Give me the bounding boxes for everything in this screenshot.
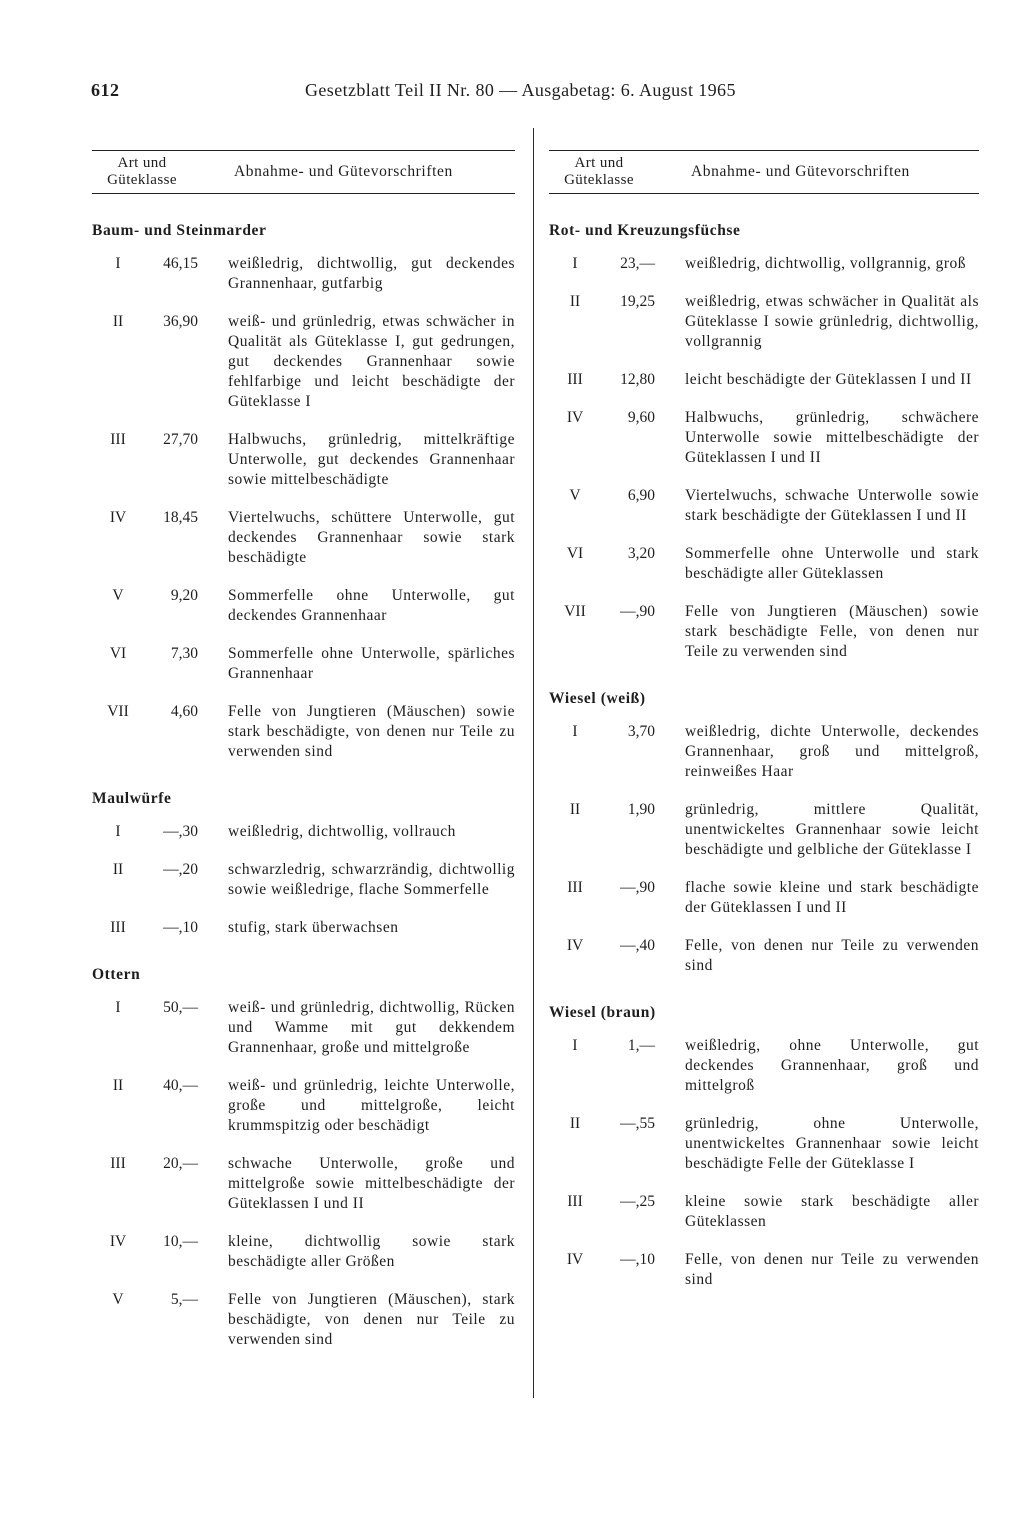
left-sections	[92, 222, 515, 1350]
quality-rules-text: Felle von Jungtieren (Mäuschen), stark beschädigte, von denen nur Teile zu verwenden sind	[228, 1291, 515, 1348]
header-class-label: Art und Güteklasse	[107, 155, 177, 188]
quality-rules-text: Sommerfelle ohne Unterwolle, spärliches Grannenhaar	[228, 645, 515, 682]
column-divider	[533, 128, 534, 1398]
table-header	[92, 150, 515, 194]
running-title: Gesetzblatt Teil II Nr. 80 — Ausgabetag: 6. August 1965	[305, 80, 736, 100]
header-rules-label: Abnahme- und Gütevorschriften	[691, 163, 910, 180]
grade-row	[549, 544, 979, 584]
species-title: Ottern	[92, 966, 141, 983]
grade-row	[92, 1076, 515, 1136]
grade-label: V	[112, 587, 124, 604]
price-value: 6,90	[627, 487, 655, 504]
quality-rules-text: Halbwuchs, grünledrig, schwächere Unterwolle sowie mittelbeschädigte der Güteklassen I und II	[685, 409, 979, 466]
left-column	[92, 120, 515, 1368]
grade-row	[549, 1114, 979, 1174]
quality-rules-text: Sommerfelle ohne Unterwolle, gut deckendes Grannenhaar	[228, 587, 515, 624]
grade-label: IV	[566, 1251, 584, 1268]
grade-label: II	[569, 1115, 581, 1132]
quality-rules-text: schwache Unterwolle, große und mittelgroße sowie mittelbeschädigte der Güteklassen I und II	[228, 1155, 515, 1212]
grade-row	[92, 860, 515, 900]
grade-row	[92, 1154, 515, 1214]
price-value: 46,15	[163, 255, 198, 272]
grade-row	[549, 1250, 979, 1290]
grade-label: I	[572, 255, 578, 272]
grade-label: IV	[109, 1233, 127, 1250]
price-value: 40,—	[163, 1077, 198, 1094]
grade-row	[92, 998, 515, 1058]
quality-rules-text: kleine sowie stark beschädigte aller Güteklassen	[685, 1193, 979, 1230]
quality-rules-text: weiß- und grünledrig, leichte Unterwolle, große und mittelgroße, leicht krummspitzig oder beschädigt	[228, 1077, 515, 1134]
price-value: 50,—	[163, 999, 198, 1016]
grade-label: III	[567, 371, 583, 388]
grade-row	[92, 430, 515, 490]
species-section	[92, 222, 515, 762]
grade-label: II	[112, 313, 124, 330]
price-value: 36,90	[163, 313, 198, 330]
grade-label: II	[112, 861, 124, 878]
grade-label: IV	[109, 509, 127, 526]
price-value: —,40	[620, 937, 655, 954]
species-section	[92, 790, 515, 938]
table-header	[549, 150, 979, 194]
price-value: 1,90	[627, 801, 655, 818]
quality-rules-text: Sommerfelle ohne Unterwolle und stark beschädigte aller Güteklassen	[685, 545, 979, 582]
price-value: 12,80	[620, 371, 655, 388]
price-value: —,10	[163, 919, 198, 936]
price-value: 1,—	[627, 1037, 655, 1054]
quality-rules-text: kleine, dichtwollig sowie stark beschädigte aller Größen	[228, 1233, 515, 1270]
quality-rules-text: Viertelwuchs, schüttere Unterwolle, gut deckendes Grannenhaar sowie stark beschädigte	[228, 509, 515, 566]
price-value: —,55	[620, 1115, 655, 1132]
quality-rules-text: flache sowie kleine und stark beschädigte der Güteklassen I und II	[685, 879, 979, 916]
grade-row	[92, 702, 515, 762]
grade-label: I	[115, 823, 121, 840]
right-sections	[549, 222, 979, 1290]
grade-row	[549, 292, 979, 352]
grade-row	[549, 486, 979, 526]
quality-rules-text: weißledrig, ohne Unterwolle, gut deckendes Grannenhaar, groß und mittelgroß	[685, 1037, 979, 1094]
grade-row	[92, 918, 515, 938]
price-value: 4,60	[170, 703, 198, 720]
species-title: Wiesel (weiß)	[549, 690, 646, 707]
grade-label: III	[567, 1193, 583, 1210]
quality-rules-text: weißledrig, dichte Unterwolle, deckendes Grannenhaar, groß und mittelgroß, reinweißes Haar	[685, 723, 979, 780]
quality-rules-text: grünledrig, ohne Unterwolle, unentwickeltes Grannenhaar sowie leicht beschädigte Felle der Güteklasse I	[685, 1115, 979, 1172]
grade-row	[92, 644, 515, 684]
grade-label: III	[110, 431, 126, 448]
grade-label: VII	[107, 703, 129, 720]
price-value: 9,60	[627, 409, 655, 426]
grade-row	[549, 800, 979, 860]
price-value: 18,45	[163, 509, 198, 526]
quality-rules-text: Felle, von denen nur Teile zu verwenden sind	[685, 1251, 979, 1288]
price-value: —,90	[620, 879, 655, 896]
quality-rules-text: Felle, von denen nur Teile zu verwenden sind	[685, 937, 979, 974]
quality-rules-text: weiß- und grünledrig, etwas schwächer in Qualität als Güteklasse I, gut gedrungen, gut deckendes Grannenhaar sowie fehlfarbige und leicht beschädigte der Güteklasse I	[228, 313, 515, 410]
quality-rules-text: Felle von Jungtieren (Mäuschen) sowie stark beschädigte Felle, von denen nur Teile zu verwenden sind	[685, 603, 979, 660]
price-value: 27,70	[163, 431, 198, 448]
grade-row	[92, 508, 515, 568]
quality-rules-text: weißledrig, dichtwollig, gut deckendes Grannenhaar, gutfarbig	[228, 255, 515, 292]
grade-label: VI	[566, 545, 584, 562]
grade-label: IV	[566, 937, 584, 954]
price-value: —,25	[620, 1193, 655, 1210]
grade-label: VII	[564, 603, 586, 620]
page-header	[0, 80, 1024, 110]
grade-row	[549, 936, 979, 976]
grade-label: VI	[109, 645, 127, 662]
price-value: —,30	[163, 823, 198, 840]
grade-row	[549, 1036, 979, 1096]
grade-row	[92, 1232, 515, 1272]
grade-row	[92, 586, 515, 626]
grade-row	[549, 370, 979, 390]
price-value: —,90	[620, 603, 655, 620]
quality-rules-text: stufig, stark überwachsen	[228, 919, 399, 936]
species-section	[549, 690, 979, 976]
species-section	[549, 1004, 979, 1290]
price-value: 19,25	[620, 293, 655, 310]
price-value: 7,30	[170, 645, 198, 662]
grade-label: V	[112, 1291, 124, 1308]
grade-label: IV	[566, 409, 584, 426]
price-value: —,20	[163, 861, 198, 878]
grade-row	[92, 254, 515, 294]
species-title: Maulwürfe	[92, 790, 172, 807]
grade-label: I	[572, 1037, 578, 1054]
species-title: Rot- und Kreuzungsfüchse	[549, 222, 741, 239]
grade-label: I	[572, 723, 578, 740]
price-value: 3,20	[627, 545, 655, 562]
grade-label: V	[569, 487, 581, 504]
quality-rules-text: Felle von Jungtieren (Mäuschen) sowie stark beschädigte, von denen nur Teile zu verwenden sind	[228, 703, 515, 760]
grade-label: I	[115, 255, 121, 272]
species-title: Baum- und Steinmarder	[92, 222, 267, 239]
grade-label: III	[110, 919, 126, 936]
grade-row	[549, 1192, 979, 1232]
grade-row	[92, 822, 515, 842]
grade-label: III	[110, 1155, 126, 1172]
quality-rules-text: weißledrig, dichtwollig, vollrauch	[228, 823, 456, 840]
grade-label: II	[569, 801, 581, 818]
quality-rules-text: weißledrig, etwas schwächer in Qualität als Güteklasse I sowie grünledrig, dichtwollig, vollgrannig	[685, 293, 979, 350]
price-value: 9,20	[170, 587, 198, 604]
quality-rules-text: weiß- und grünledrig, dichtwollig, Rücken und Wamme mit gut dekkendem Grannenhaar, große und mittelgroße	[228, 999, 515, 1056]
grade-row	[92, 312, 515, 412]
grade-row	[549, 878, 979, 918]
quality-rules-text: grünledrig, mittlere Qualität, unentwickeltes Grannenhaar sowie leicht beschädigte und gelbliche der Güteklasse I	[685, 801, 979, 858]
page-number: 612	[91, 80, 120, 100]
grade-row	[549, 408, 979, 468]
grade-label: II	[112, 1077, 124, 1094]
header-class-label: Art und Güteklasse	[564, 155, 634, 188]
quality-rules-text: Halbwuchs, grünledrig, mittelkräftige Unterwolle, gut deckendes Grannenhaar sowie mittelbeschädigte	[228, 431, 515, 488]
right-column	[549, 120, 979, 1308]
grade-label: III	[567, 879, 583, 896]
price-value: 23,—	[620, 255, 655, 272]
price-value: 20,—	[163, 1155, 198, 1172]
grade-row	[549, 254, 979, 274]
price-value: 5,—	[170, 1291, 198, 1308]
grade-label: II	[569, 293, 581, 310]
price-value: —,10	[620, 1251, 655, 1268]
species-title: Wiesel (braun)	[549, 1004, 656, 1021]
price-value: 10,—	[163, 1233, 198, 1250]
grade-label: I	[115, 999, 121, 1016]
quality-rules-text: schwarzledrig, schwarzrändig, dichtwollig sowie weißledrige, flache Sommerfelle	[228, 861, 515, 898]
quality-rules-text: weißledrig, dichtwollig, vollgrannig, groß	[685, 255, 967, 272]
grade-row	[549, 722, 979, 782]
grade-row	[549, 602, 979, 662]
grade-row	[92, 1290, 515, 1350]
species-section	[549, 222, 979, 662]
price-value: 3,70	[627, 723, 655, 740]
quality-rules-text: Viertelwuchs, schwache Unterwolle sowie stark beschädigte der Güteklassen I und II	[685, 487, 979, 524]
header-rules-label: Abnahme- und Gütevorschriften	[234, 163, 453, 180]
quality-rules-text: leicht beschädigte der Güteklassen I und II	[685, 371, 972, 388]
species-section	[92, 966, 515, 1350]
